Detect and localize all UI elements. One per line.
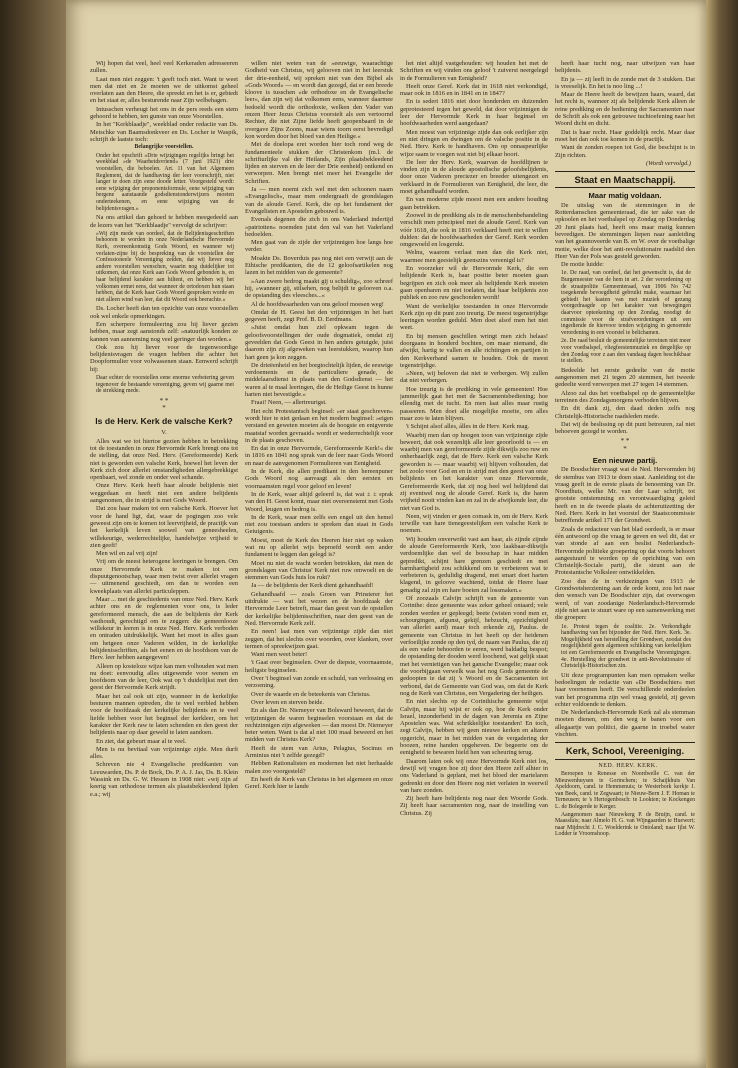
paragraph: De drieëenheid en het borgtochtelijk lijden, de eeuwige verdoemenis en de particuliere genade, de middelaarsdienst in plaats van den Godsdienst — het waren al te maal leeringen, die de Heilige Geest in hunne harten niet bevestigde.« [245, 361, 393, 399]
paragraph: En van moderne zijde moest men een andere houding gaan betrekken. [400, 196, 548, 211]
paragraph: Een scherpere formuleering zou hij liever gezien hebben, maar zegt aanstonds zelf: »natuurlijk konden ze kannen van aanneming nog veel geringer dan worden.« [90, 320, 238, 343]
paragraph: En niet slechts op de Corinthische gemeente wijst Calvijn, maar hij wijst er ook op, hoe de Kerk onder Israel, inzonderheid in de dagen van Jeremia en Zijne Apostelen was. Wat schrikkelijke toestanden! En toch, zegt Calvijn, hebben wij geen nieuwe kerken en altaren opgericht, maar in het midden van de vergadering der boozen, reine handen opgeheven. De begeerte om de eenigheid te bewaren hield hen van scheuring terug. [400, 698, 548, 757]
paragraph: Omdat de H. Geest het den vrijzinnigen in het hart gegeven heeft, zegt Prof. B. D. Eerdmans. [245, 308, 393, 324]
paragraph: Evenals degenen die zich in ons Vaderland indertijd »patriotten« noemden juist den val van het Vaderland bedoelden. [245, 216, 393, 238]
paragraph: Hoe treurig is de prediking in vele gemeenten! Hoe jammerlijk gaat het met de Sacramentsbediening; hoe ellendig met de tucht. En men laat alles maar rustig passeeren. Men doet alle mogelijke moeite, om alles maar zoo te laten blijven. [400, 385, 548, 422]
section-divider-stars: * * * [620, 437, 630, 453]
paragraph: En neen! laat men van vrijzinnige zijde dan niet zeggen, dat het slechts over woorden, over klanken, over termen of spreekwijzen gaat. [245, 628, 393, 650]
paragraph: Alles wat we tot hiertoe gezien hebben in betrekking tot de toestanden in onze Hervormde Kerk brengt ons tot de stelling, dat onze Ned. Herv. (Gereformeerde) Kerk niet is geworden een valsche Kerk, hoewel het leven der Kerk zich door allerlei omstandigheden allergebrekkigst openbaart, wel zonde en onder veel schande. [90, 437, 238, 482]
paragraph: In het "Kerkblaadje", weekblad onder redactie van Ds. Meischke van Baamsdonkveer en Ds. Locher te Waspik, schrijft de laatste toch: [90, 121, 238, 143]
section-heading-staat: Staat en Maatschappij. [555, 171, 695, 188]
paragraph: De uitslag van de stemmingen in de Rotterdamschen gemeenteraad, die ter sake van de opkoolen en het voetbalspel op Zondag op Donderdag 20 Juni plaats had, heeft ons maar matig kunnen bevredigen. De stemmingen liepen naar aanleiding van het geannoveerde van B. en W. over de voetbalige motie, welke door het anti-revolutionaire raadslid den Heer Van der Pols was gesteld geworden. [555, 201, 695, 260]
paragraph: Intusschen verheugt het ons in de pers reeds een stem gehoord te hebben, ten gunste van onze Voorstellen. [90, 105, 238, 121]
paragraph: Al de hoofdwaarheden van ons geloof moesen weg! [251, 300, 384, 308]
paragraph: En ja — zij leeft in de zonde met de 3 stukken. Dat is vreeselijk. En het is noo ling ...! [555, 75, 695, 90]
paragraph: Zoowel in de prediking als in de menschenbehandeling verschilt men principieel met de aloude Geref. Kerk van vóór 1618, die ook in 1816 verklaard heeft niet te willen dulden: dat de hoofdwaarheden der Geref. Kerk worden omgewoeld en losgerukt. [400, 211, 548, 249]
paragraph: Men gaat van de zijde der vrijzinnigen hoe langs hoe verder. [245, 239, 393, 254]
paragraph: Daarom laten ook wij onze Hervormde Kerk niet los, dewijl wij vragen hoe zij door den Heere zelf alhier in ons Vaderland is geplant, met het bloed der martelaren gedrenkt en door den Heere nog niet verlaten in weerwil van hare zonden. [400, 757, 548, 794]
block-quote: 1e. De raad, van oordeel, dat het gewenscht is, dat de Burgemeester van de hem in art. 2 der verordening op de straatpolitie Gemeenteraad, van 1906 No 742 toegekende bevoegdheid gebruikt make, waarnaar het gebiedt het kasten van met muziek of gezang voorgedraagde op het karakter van bewegingen daarvoor opteekening op den Zondag, noodigt de commissie voor de strafverordeningen uit een ingediende de hiervoor tenden wijziging in genoemde verordening in een voorstel te belichamen. [561, 270, 691, 336]
paragraph: Welnu, waarom verlaat men dan die Kerk niet, waarmee men geestelijk geenszins vereenigd is? [400, 249, 548, 264]
book-spine [0, 0, 66, 1068]
paragraph: In de Kerk, waar men zelfs een engel uit den hemel niet zou toestaan anders te spreken dan staat in Gods Getuigenis. [245, 513, 393, 536]
column-4 [555, 60, 695, 1050]
paragraph: »Neen, wij beloven dat niet te verbergen. Wij zullen dat niet verbergen. [400, 370, 548, 385]
paragraph: heeft haar tucht nog, naar uitwijzen van haar belijdenis. [555, 60, 695, 75]
paragraph: Want men weet beter! [251, 651, 308, 659]
paragraph: Wij hopen dat veel, heel veel Kerkeraden adresseeren zullen. [90, 60, 238, 75]
column-1 [90, 60, 238, 1050]
paragraph: Het echt Protestantsch beginsel: »er staat geschreven« wordt hier te niet gedaan en het modern beginsel: »eigen verstand en geweten moeten als de hoogste en enigverste maatstaf worden gevraaid« wordt er wederrechtelijk voor in de plaats geschoven. [245, 407, 393, 444]
article-heading: Is de Herv. Kerk de valsche Kerk? [95, 416, 233, 427]
paragraph: Hebben Rationalisten en modernen het niet herhaalde malen zoo voorgesteld? [245, 760, 393, 775]
paragraph: Men moest van vrijzinnige zijde dan ook eerlijker zijn en niet dringen en dwingen om de valsche positie in de Ned. Herv. Kerk te handhaven. Om op onnaspeurlijke wijze saam te voegen wat niet bij elkaar hoort. [400, 128, 548, 158]
paragraph: Ook zou hij liever voor de tegenwoordige belijdenisvragen de vragen hebben die achter het Doopformulier voor volwassenen staan. Eenwerd schrijft hij: [90, 343, 238, 373]
paragraph: Maar de Heere heeft de bewijzen haars, waard, dat het recht is, wanneer zij als belijdende Kerk alleen de reine prediking en de bediening der Sacramenten naar de Schrift als ook een getrouwe tuchtoefening naar het Woord dicht en dicht. [555, 91, 695, 128]
paragraph: Ds. Locher heeft dan ten opzichte van onze voorstellen ook wel enkele opmerkingen. [90, 305, 238, 320]
paragraph: En dit dank zij, den daad deden zelfs nog Christelijk-Historische raadsleden mede. [555, 405, 695, 420]
paragraph: Vrij om de meest heterogene leeringen te brengen. Om onze Hervormde Kerk te maken tot een dispuutgenootschap, waar men twist over allerlei vragen — uitmenend geschiedt, om dan te worden een kweekplaats van allerlei particuleppen. [90, 558, 238, 595]
paragraph: Bedeelde het eerste gedeelte van de motie aangenomen met 21 tegen 20 stemmen, het tweede gedeelte werd verworpen met 27 tegen 14 stemmen. [555, 366, 695, 389]
paragraph: »Aan zwere bedrog maakt gij u schuldig«, zoo schreef hij, »wanneer gij, stilsehen, nog belijdt te gelooven o.a. de opstanding des vleesches...« [245, 277, 393, 300]
paragraph: Alzoo zal dus het voetbalspel op de gemeentelijke terreinen des Zondagsmorgens verboden blijven. [555, 389, 695, 404]
paragraph: 't Gaat over beginselen. Over de diepste, voornaamste, heiligste beginselen. [245, 659, 393, 674]
page-edge [706, 0, 738, 1068]
paragraph: En bij mensen geschillen wringt men zich helaas! doorgaans in honderd bochten, om maar niemand, die afwijkt, hartig te vallen en alle richtingen en partijen in den Kerkverband samen te houden. Ook de meest tegenstrijdige. [400, 332, 548, 369]
paragraph: Beroepen te Renesse en Noordwelle C. van der Mieuwenhuysen te Gorinchem; te Schaijkhuis Van Apeldoorn, cand. te Hemmenuis; te Westerbork kerkje J. van Beek, cand. te Zegwaart; te Nieuw-Bern J. F. Homan te Terneusen; te 's Hertogenbosch: te Lookten; te Kockengen L. de Bolegerde te Kerger. [555, 770, 695, 810]
paragraph: Zoo dus de in verkiezingen van 1913 de Grondwetsherziening aan de orde komt, zou het naar den wensch van De Boodschier zijn, dat overwogen werd, of van zoodanige Nederlandsch-Hervormde zijde niet aan te stuurt ware op een samenwerking met die groepen: [555, 577, 695, 622]
paragraph: Met de doelopa eret worden hier toch rond weg de fundamenteele stukken der Christenkom (m.l. de schrifturlijke val der Heilands, Zijn plaatsbekleedend lijden en sterven en de leer der Drie eenheid) ontkend en verworpen. Men brengt niet meer het Evangelie der Schriften. [245, 141, 393, 185]
paragraph: En als dan Dr. Niemeyer van Bolsward beweert, dat de vrijzinnigen de waren beginselen voorstaan en dat de rechtzinnigen zijn afgeweken — dan moest Dr. Niemeyer beter weten. Want is dat al niet 100 maal beweerd en het midden van Christus Kerk? [245, 707, 393, 744]
paragraph: Heeft onze Geref. Kerk dat in 1618 niet verkondigd, maar ook in 1816 en in 1841 en in 1847? [400, 82, 548, 98]
paragraph: Ja — men noemt zich wel met den schoonen naam »Evangelisch«, maar men ondergraaft de grondslagen van de aloude Geref. Kerk, die op het fundament der Evangelisten en Apostelen gebouwd is. [245, 186, 393, 215]
paragraph: Maar ... met de geschiedenis van onze Ned. Herv. Kerk achter ons en de reglementen voor ons, is leder gereformeerd mensch, die aan de belijdenis der Kerk vasthoudt, gerechtigd om te zeggen: die gemeenlooze willekeur in leeren is in onze Ned. Herv. Kerk verboden en ontraden uitdrukkelijk. Want het moet in alles gaan om hetgeen onze Vaderen wilden, in de kerkelijke belijdenisschriften, als het eenen en de hoofdsom van de Herv. leer hebben aangegeven! [90, 595, 238, 662]
paragraph: Of zoozaals Calvijn schrijft van de gemeente van Corinthe: deze gemeente was zeker geheel ontaard; vele zonden werden er gepleegd; beete (wisten vond men er, schourgingen, afgunst, gekijf, hebzucht, opzichtigheid van allerlei aard) maar toch erkende zij, Paulus. de gemeente van Christus in het heeft op der heidenen verfoeilijke zonde op den tyd, de naam van Paulus, die zij als een vader behoorden te eeren, werd baldadig bespot; de opstanding der dooden werd loochend, wat gelijk staat met het vernietigen van het gansche Evangelie; maar ook die voorbijgaan verwelk was het nog Gods gemeente de gedoopten te dat zij 's Woord en de Sacramenten tot verbond, dat de Gemeente van God was, om dat de Kerk nog de Kerk van Christus, een Vergadering der heiligen. [400, 595, 548, 697]
paragraph: De leer der Herv. Kerk, waarvan de hoofdlijnen te vinden zijn in de aloude apostolische geloofsbelijdenis, door onze Vaderen preciezer en breeder uitengezet en verklaard in de Formulieren van Eenigheid, die leer, die moet gehandhaafd worden. [400, 158, 548, 196]
paragraph: »Juist omdat hun ziel opkwam tegen de geloofsvoorstellingen der oude dogmatiek, omdat zij geveelden dat Gods Geest in hen anders getuigde, juist daarom zijn zij afgeweken van leerstukken, waarop hun hart geen ja kon zeggen. [245, 324, 393, 361]
paragraph: Uit deze programpunten kan men opmaken welke bedoelingen de redactie van »De Boodschier« met haar voornemen heeft. De verschillende onderdeelen van het programma zijn wel vraag gesteld, zij geven echter voldoende te denken. [555, 671, 695, 708]
paragraph: En is sedert 1816 niet door honderden en duizenden geprotesteerd tegen het geweld, dat door vrijzinnigen de leer der Hervormde Kerk in haar beginsel en hoofdwaarheden werd aangedaan? [400, 98, 548, 128]
paragraph: In de Kerk, die allen predikant in den hereenpuner Gods Woord nog aanvaagt als den eersten en voornaamsten regel voor geloof en leven! [245, 468, 393, 490]
paragraph: het niet altijd vastgehouden: wij houden het met de Schriften en wij vinden ons geloof 't zuiverst neergelegd in de Formulieren van Eenigheid? [400, 60, 548, 82]
paragraph: Fraai! Neen, — allertreurigst. [251, 399, 327, 407]
paragraph: En ziet, dat gebeurt maar al te veel. [96, 737, 187, 745]
paragraph: Laat men niet zeggen: 't geeft toch niet. Want te weet men dat niet en 2e moeten we de uitkomst geheel overlaten aan den Heere, die spreekt en het is er, gebiedt en het staat er, alles besturende naar Zijn welbehagen. [90, 75, 238, 105]
quote-title: Belangrijke voorstellen. [134, 144, 194, 151]
paragraph: En voorzeker wil de Hervormde Kerk, die een belijdende Kerk is, haar positie beter moeten gaan begrijpen en zich ook meer als belijdende Kerk moeten gaan openbaren en niet toelaten, dat haar belijdenis zoo publiek en zoo ruw geschonden wordt! [400, 265, 548, 302]
paragraph: De Nederlandsch-Hervormde Kerk zal als stemman moeten dienen, om den weg te banen voor een allegaartje van politici, die gaarne in troebel water vischten. [555, 709, 695, 739]
paragraph: Na ons artikel dan gehoed te hebben meegedeeld aan de lezers van het "Kerkblaadje" vervolgt de schrijver: [90, 214, 238, 229]
paragraph: Maar het zal ook uit zijn, wanneer in de kerkelijke besturen mannen optreden, die te veel verbled hebben voor de hoofdzaak der kerkelijke belijdenis en te veel liefde hebben voor het beginsel der kerkleer, om het karakter der Kerk raw te laten schenden en den geest der belijdenis naar op daar geweld te laten aandoen. [90, 692, 238, 737]
block-quote: Daar echter de voorstellen eene enorme verbetering geven tegenover de bestaande vereeniging, geven wij gaarne met de strekking mede. [96, 375, 234, 395]
paragraph: Waarbij men dan op hoogen toon van vrijzinnige zijde beweert, dat ook wezenlijk alle leer geoorloofd is — en waarbij men van gereformeerde zijde dikwijls zoo ruw en onherhaarlijk zegt, dat de Herv. Kerk een valsche Kerk geworden is — maar waarbij wij blijven volhouden, dat het zoolo voor God en en in strijd met den geest van onze belijdenis en het karakter van onze Hervormde, Gereformeerde Kerk, dat zij nog heel wel belijdend dat zij eventwel nog de aloude Geref. Kerk is, die haren vrijheid nooit vinden kan en zal in de afwijkende leer, die niet van God is. [400, 431, 548, 512]
paragraph: Heeft de stem van Arius, Pelagius, Socinus en Arminius niet 't zelfde gezegd? [245, 744, 393, 760]
paragraph: En dat in onze Hervormde, Gereformeerde Kerk!« die in 1816 en 1841 nog sprak van de leer naar Gods Woord en naar de aanvgenomen Formulieren van Eenigheid. [245, 445, 393, 467]
paragraph: willen niet weten van de »eeuwige, waarachtige Godheid van Christus, wij gelooven niet in het leerstuk der drie-eenheid, wij spreken niet van den Bijbel als »Gods Woord« — en wordt dan gezegd, dat er een breede kloove is tusschen »de orthodoxe en de Evangelische leer«, dan zijn wij dat volkomen eens, wanneer daarmee bedoeld wordt die orthodoxie, welken den Vader van onzen Heer Jezus Christus voorstelt als een vertoornd Rechter, die niet Zijne liefde heeft geopenbaard in de overgave Zijns Zoons, maar wiens toorn eerst bevredigd kon worden door het bloed van den Heilige.« [245, 60, 393, 140]
section-heading-kerk: Kerk, School, Vereeniging. [555, 742, 695, 759]
paragraph: Men wil en zal vrij zijn! [96, 550, 158, 558]
paragraph: Zoals de redacteur van het blad oordeelt, is er maar één antwoord op die vraag te geven en wel dit, dat er van stonde af aan een beslist Nederlandsch-Hervormde politieke groepering op dat voorts behoort aangestuurd te worden op de oprichting van een Christelijk-Sociale partij, die steunt aan de Protestantsche Volksleer ontwikkelden. [555, 525, 695, 577]
block-quote: »Wij zijn mede van oordeel, dat de Belijdenisgeschriften behooren te worden in onze Nederlandsche Hervormde Kerk, overeenkomstig Gods Woord, en wanneer wij verlaten-zijne bij de bespreking van de voorstellen der Confessioneele Vereeniging zeiden, dat wij liever nog andere voorstellen wenschen, waarin nog duidelijker tot uitkomen, dat onze Kerk aan Gods Woord gebonden is, en haar belijdend karakter aan hiltent, en hebben wij het volkomen ermet eens, dat wanneer de ortodoxen hun staan hebben, dat de Kerk haar Gods Woord gesproken worde en niet alleen wind van leer, dat dit Woord ook beerachte.« [96, 230, 234, 303]
paragraph: Gehandhaafd — zoals Groen van Prinsterer het uitdrukte — wat het wezen en de hoofdzaak der Hervormde Leer betreft, maar dan geest van de opstellen der kerkelijke belijdenisschriften, naar den geest van de Ned. Hervormde Kerk zelf. [245, 590, 393, 627]
paragraph: Dat wij de beslissing op dit punt betreuren, zal niet behoeven gezegd te worden. [555, 420, 695, 436]
paragraph: Moet nu niet de wacht worden betrokken, dat men de grondslagen van Christus' Kerk niet ruw omwoelt en de stemmen van Gods huis los rukt? [245, 559, 393, 582]
paragraph: Wij houden onverwrikt vast aan haar, als zijnde zijnde de aloude Gereformeerde Kerk, 'zoo laakbaar-dikwijls verdoemlijke dan wel de booschap in haar midden gepredikt, schijnt hare grenzen geschiedt en met barmhartigheid zou schikkend om te verbeteren wat te verbeteren is, gedulidig dragend, met smart doet harten klagend, in geloove wachtend, totdat de Heere haar genadig zal zijn en hare boeien zal lossmaken.« [400, 535, 548, 594]
paragraph: De motie luidde: [561, 261, 604, 269]
column-3 [400, 60, 548, 1050]
paragraph: Schreven nie 4 Evangelische predikanten van Leeuwarden, Ds. P. de Bock, Ds. P. A. J. Jas, Ds. B. Klein Wassink en Ds. G. W. Hessen in 1908 niet: »wij zijn af keerig van orthodoxe termen als plaatsbekleedend lijden e.a.; wij [90, 761, 238, 798]
paragraph: Zij heeft hare belijdenis nog naar den Woorde Gods. Zij heeft haar sacramenten nog, naar de instelling van Christus. Zij [400, 795, 548, 817]
paragraph: Onze Herv. Kerk heeft haar aloude belijdenis niet weggedaan en heeft niet een andere belijdenis aangenomen, die in strijd is met Gods Woord. [90, 482, 238, 505]
to-be-continued-note: (Wordt vervolgd.) [646, 159, 691, 167]
article-heading: Maar matig voldaan. [588, 191, 662, 201]
paragraph: Want de werkelijke toestanden in onze Hervormde Kerk zijn op dit punt zoo treurig. De meest tegenstrijdige leeringen worden geduld. Men doet alsof men het niet weet. [400, 302, 548, 332]
column-2 [245, 60, 393, 1050]
paragraph: Alleen op kosteloze wijze kan men volhouden wat men nu doet: eenvoudig alles uitgewende voor wenen en hoofdsom van de leer, Ook wat op 't duidelijkst met den geest der Hervormde Kerk strijdt. [90, 662, 238, 692]
block-quote: 2e. De raad besluit de gemeentelijke terreinen niet meer voor voetbalspel, vliegfeestenmuziek en dergelijke op den Zondag voor z aan den vandaag dagen beschikbaar te stellen. [561, 338, 691, 365]
paragraph: Moakte Ds. Boverduis pas nog niet een verwijt aan de Ethische predikanten, die de 12 geloofsartikelen nog lazen in het midden van de gemeente? [245, 254, 393, 277]
paragraph: Ja — de belijdenis der Kerk dient gehandhaafd! [251, 582, 374, 590]
paragraph: In de Kerk, waar altijd geleerd is, dat wat ± ± sprak van den H. Geest komt, maar niet overeenstemt met Gods Woord, leugen en bedrog is. [245, 490, 393, 513]
paragraph: Over leven en sterven beide. [251, 698, 324, 706]
subsection-heading: NED. HERV. KERK. [598, 762, 658, 769]
paragraph: Dat zou haar maken tot een valsche Kerk. Hoever het voor de hand ligt, dat, waar de pogingen zoo vele geweest zijn om te komen tot leervrijheid, de practijk van het kerkelijk leven soowel van geneesheelen, willekeurige, wederrechtelijke, handelwijze vrijheid te zien geeft! [90, 505, 238, 549]
paragraph: Neen, wij vinden er geen comask in, om de Herv. Kerk terwille van hare tienegeestelijken een valsche Kerk te noemen. [400, 512, 548, 535]
paragraph: Over de waarde en de beteekenis van Christus. [251, 690, 371, 698]
article-heading: Een nieuwe partij. [592, 456, 658, 465]
article-part-number: V. [161, 429, 167, 437]
block-quote: 1e. Protest tegen de coalitie. 2e. Verkondigde handhaving van het bijzonder der Ned. Herv. Kerk. 3e. Mogelijkheid van herstelling der Grondwet, zoodat des mogelijkheid geen algemeen schikking van kerkelijken tot een Gereformeerde en Evangelische Vereenigingen. 4e. Herstelling der grondwet in anti-Revolutionaire of Christelijk-Historischen zin. [561, 623, 691, 670]
paragraph: Men is nu bevitaal van vrijzinnige zijde. Men durft alles. [90, 745, 238, 761]
block-quote: Onder het opschrift »Drie wijzigingen regelijks bringt het weekblad »de Waarheidsvriend« (7 juni 1923) drie voorstellen, die beboelen. Art. 11 van het Algemeen Reglement, dat de handhaving der leer voorschrijft, niet langer te doen zijn eene doode letter. Voorgesteld wordt: eene wijziging der proponentsformule, eene wijziging van bergene aanstaande godsdienstonderwijzers moeten onderteekenen, en eene wijziging van de belijdenisvragen.» [96, 152, 234, 212]
paragraph: De Boodschier vraagt wat de Ned. Hervormden bij de stembus van 1913 te doen staat. Aanleiding tot die vraag geeft in de eerste plaats de benoeming van Dr. Noordhuis, welke Mr. van der Laar schrijft, tot grootste ontstemming en verontwaardiging geleid heeft en in de tweede plaats de achteruitzetting der Ned. Herv. Kerk in het voorstel der Staatscommissie betreffende artikel 171 der Grondwet. [555, 466, 695, 525]
paragraph: Moest, moet de Kerk des Heeren hier niet op waken wat nu op allerlei wijs beproefd wordt een ander fundament te leggen dan gelegd is? [245, 536, 393, 559]
paragraph: Aangenomen naar Nieuwkerg P. de Bruijn, cand. te Maassluis; naar Almelo H. G. van Wijngaarden te Huewert; naar Mijdrecht J. C. Woelderink te Ontoland; naar Ijlst W. Lodder te Vroomshoop. [555, 811, 695, 838]
paragraph: Dat is haar recht. Haar goddelijk recht. Maar daar moet het dan ook toe komen in de practijk. [555, 128, 695, 143]
paragraph: Over 't beginsel van zonde en schuld, van verlossing en verzoening. [245, 675, 393, 690]
section-divider-stars: * * * [159, 396, 169, 413]
paragraph: 't Schijnt alsof alles, álles in de Herv. Kerk mag. [406, 423, 530, 431]
paragraph: En heeft de Kerk van Christus in het algemeen en onze Geref. Kerk hier te lande [245, 775, 393, 791]
paragraph: Want de zonden roepen tot God, die beschijnt is in Zijn richten. [555, 144, 695, 159]
